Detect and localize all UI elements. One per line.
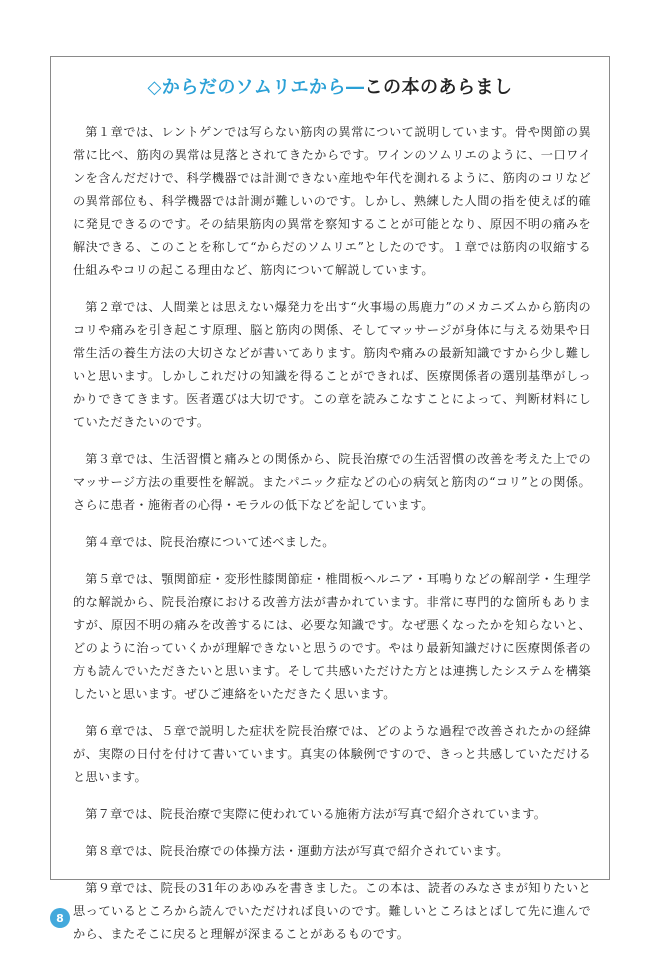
paragraph-chapter-1: 第１章では、レントゲンでは写らない筋肉の異常について説明しています。骨や関節の異常に比べ、筋肉の異常は見落とされてきたからです。ワインのソムリエのように、一口ワインを含んだだけで、科学機器では計測できない産地や年代を測れるように、筋肉のコリなどの異常部位も、科学機器では計測が難しいのです。しかし、熟練した人間の指を使えば的確に発見できるのです。その結果筋肉の異常を察知することが可能となり、原因不明の痛みを解決できる、このことを称して“からだのソムリエ”としたのです。１章では筋肉の収縮する仕組みやコリの起こる理由など、筋肉について解説しています。 <box>73 125 591 277</box>
page-title <box>51 73 609 99</box>
title-rest: この本のあらまし <box>364 77 513 98</box>
paragraph-chapter-6: 第６章では、５章で説明した症状を院長治療では、どのような過程で改善されたかの経緯が、実際の日付を付けて書いています。真実の体験例ですので、きっと共感していただけると思います。 <box>73 724 591 784</box>
summary-body <box>73 121 591 960</box>
page-number-badge: 8 <box>50 908 70 928</box>
paragraph-chapter-5: 第５章では、顎関節症・変形性膝関節症・椎間板ヘルニア・耳鳴りなどの解剖学・生理学的な解説から、院長治療における改善方法が書かれています。非常に専門的な箇所もありますが、原因不明の痛みを改善するには、必要な知識です。なぜ悪くなったかを知らないと、どのように治っていくかが理解できないと思うのです。やはり最新知識だけに医療関係者の方も読んでいただきたいと思います。そして共感いただけた方とは連携したシステムを構築したいと思います。ぜひご連絡をいただきたく思います。 <box>73 572 591 701</box>
paragraph-chapter-8: 第８章では、院長治療での体操方法・運動方法が写真で紹介されています。 <box>85 844 509 858</box>
content-frame <box>50 56 610 941</box>
paragraph-chapter-7: 第７章では、院長治療で実際に使われている施術方法が写真で紹介されています。 <box>85 807 547 821</box>
title-accent: ◇からだのソムリエから <box>147 77 346 98</box>
paragraph-chapter-3: 第３章では、生活習慣と痛みとの関係から、院長治療での生活習慣の改善を考えた上でのマッサージ方法の重要性を解説。またパニック症などの心の病気と筋肉の“コリ”との関係。さらに患者・施術者の心得・モラルの低下などを記しています。 <box>73 452 591 512</box>
paragraph-chapter-2: 第２章では、人間業とは思えない爆発力を出す“火事場の馬鹿力”のメカニズムから筋肉のコリや痛みを引き起こす原理、脳と筋肉の関係、そしてマッサージが身体に与える効果や日常生活の養生方法の大切さなどが書いてあります。筋肉や痛みの最新知識ですから少し難しいと思います。しかしこれだけの知識を得ることができれば、医療関係者の選別基準がしっかりできてきます。医者選びは大切です。この章を読みこなすことによって、判断材料にしていただきたいのです。 <box>73 300 591 429</box>
paragraph-chapter-4: 第４章では、院長治療について述べました。 <box>85 535 335 549</box>
title-dash: ― <box>345 77 365 98</box>
paragraph-chapter-9: 第９章では、院長の31年のあゆみを書きました。この本は、読者のみなさまが知りたいと思っているところから読んでいただければ良いのです。難しいところはとばして先に進んでから、またそこに戻ると理解が深まることがあるものです。 <box>73 881 591 941</box>
